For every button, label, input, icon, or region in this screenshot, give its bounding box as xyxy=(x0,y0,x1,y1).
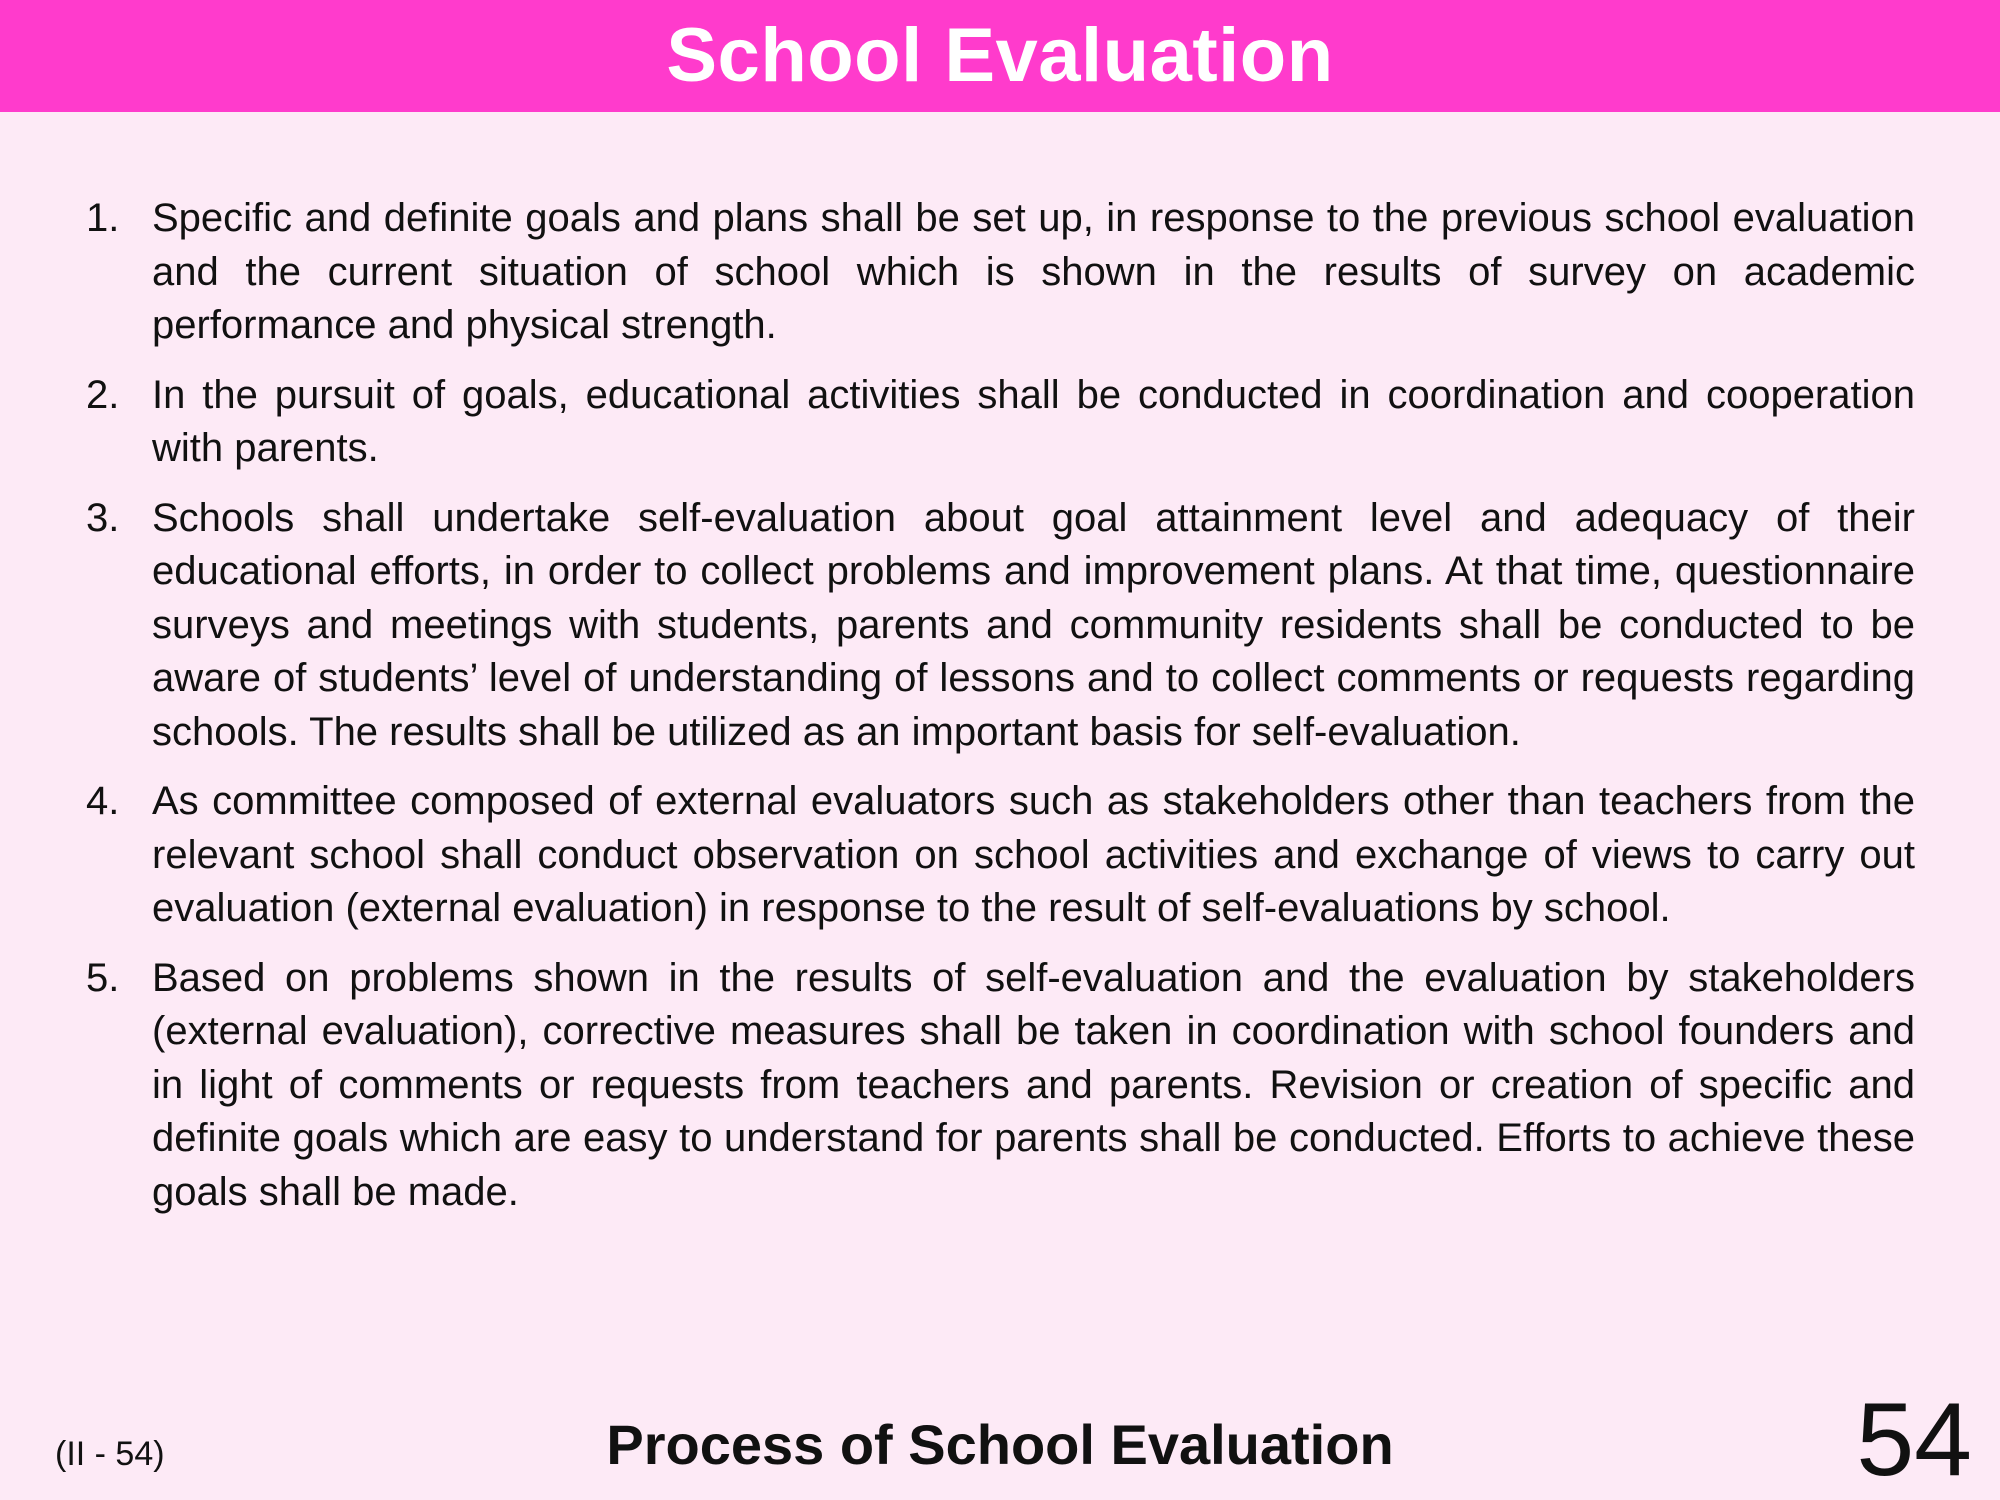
page-title: School Evaluation xyxy=(666,13,1334,98)
list-item-number: 4. xyxy=(86,779,120,823)
list-item xyxy=(86,369,1915,476)
list-item-text: Based on problems shown in the results of self-evaluation and the evaluation by stakeholders (external evaluation), corrective measures shall be taken in coordination with school founders and in light of comments or requests from teachers and parents. Revision or creation of specific and definite goals which are easy to understand for parents shall be conducted. Efforts to achieve these goals shall be made. xyxy=(152,955,1915,1214)
list-item-number: 1. xyxy=(86,196,120,240)
title-bar xyxy=(0,0,2000,112)
slide-reference: (II - 54) xyxy=(55,1435,165,1473)
list-item xyxy=(86,775,1915,936)
list-item-number: 2. xyxy=(86,372,120,417)
list-item-number: 3. xyxy=(86,495,120,540)
list-item-text: As committee composed of external evaluators such as stakeholders other than teachers from the relevant school shall conduct observation on school activities and exchange of views to carry out evaluation (external evaluation) in response to the result of self-evaluations by school. xyxy=(152,779,1915,930)
content-body xyxy=(86,192,1915,1235)
list-item xyxy=(86,952,1915,1220)
list-item-text: Specific and definite goals and plans shall be set up, in response to the previous school evaluation and the current situation of school which is shown in the results of survey on academic performance and physical strength. xyxy=(152,196,1915,347)
list-item-number: 5. xyxy=(86,955,120,1000)
page-number: 54 xyxy=(1856,1382,1972,1498)
slide-caption: Process of School Evaluation xyxy=(606,1413,1394,1476)
evaluation-steps-list xyxy=(86,192,1915,1219)
list-item xyxy=(86,492,1915,760)
list-item-text: In the pursuit of goals, educational activities shall be conducted in coordination and cooperation with parents. xyxy=(152,372,1915,470)
list-item xyxy=(86,192,1915,353)
list-item-text: Schools shall undertake self-evaluation about goal attainment level and adequacy of their educational efforts, in order to collect problems and improvement plans. At that time, questionnaire surveys and meetings with students, parents and community residents shall be conducted to be aware of students’ level of understanding of lessons and to collect comments or requests regarding schools. The results shall be utilized as an important basis for self-evaluation. xyxy=(152,495,1915,754)
